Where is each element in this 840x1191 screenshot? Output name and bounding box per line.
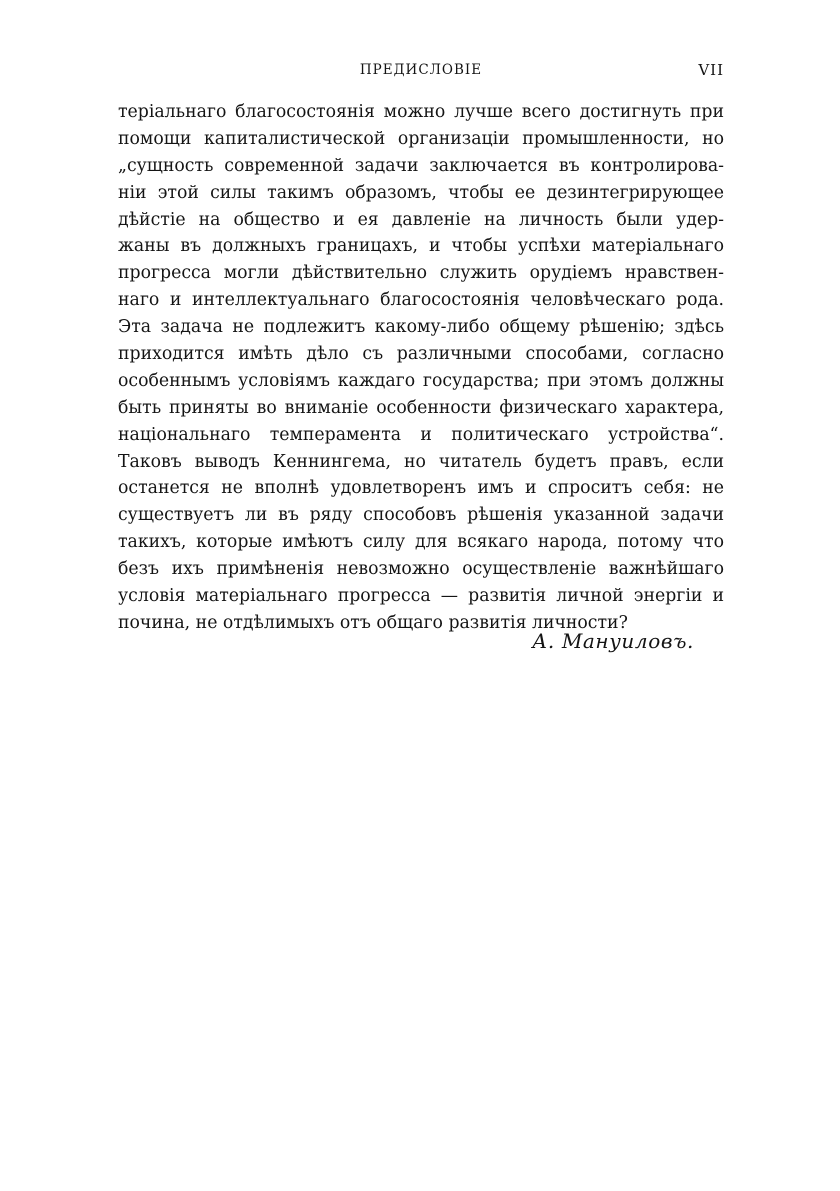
chapter-title: ПРЕДИСЛОВІЕ (359, 62, 483, 78)
text-line: останется не вполнѣ удовлетворенъ имъ и спроситъ себя: не (118, 478, 724, 499)
text-line: теріальнаго благосостоянія можно лучше всего достигнуть при (118, 102, 724, 122)
text-line: помощи капиталистической организаціи промышленности, но (118, 128, 724, 149)
text-line: существуетъ ли въ ряду способовъ рѣшенія указанной задачи (118, 505, 724, 526)
text-line: наго и интеллектуальнаго благосостоянія человѣческаго рода. (118, 290, 724, 311)
body-paragraph (118, 99, 724, 637)
page-number: VII (698, 61, 724, 79)
text-line: безъ ихъ примѣненія невозможно осуществленіе важнѣйшаго (118, 559, 724, 580)
text-line: приходится имѣть дѣло съ различными способами, согласно (118, 344, 724, 365)
text-line: ніи этой силы такимъ образомъ, чтобы ее дезинтегрирующее (118, 182, 724, 203)
text-line: прогресса могли дѣйствительно служить орудіемъ нравствен- (118, 263, 724, 284)
text-line: жаны въ должныхъ границахъ, и чтобы успѣхи матеріальнаго (118, 236, 724, 257)
text-line: условія матеріальнаго прогресса — развитія личной энергіи и (118, 586, 724, 607)
text-line: быть приняты во вниманіе особенности физическаго характера, (118, 397, 724, 418)
text-line: національнаго темперамента и политическаго устройства“. (118, 424, 724, 445)
text-line: почина, не отдѣлимыхъ отъ общаго развитія личности? (118, 612, 628, 633)
author-signature: А. Мануиловъ. (532, 629, 694, 653)
text-line: Эта задача не подлежитъ какому-либо общему рѣшенію; здѣсь (118, 317, 724, 338)
text-line: „сущность современной задачи заключается въ контролирова- (118, 155, 724, 176)
running-head (118, 58, 724, 82)
text-line: особеннымъ условіямъ каждаго государства; при этомъ должны (118, 370, 724, 391)
text-line: дѣйстіе на общество и ея давленіе на личность были удер- (118, 209, 724, 230)
text-line: Таковъ выводъ Кеннингема, но читатель будетъ правъ, если (118, 451, 724, 472)
text-line: такихъ, которые имѣютъ силу для всякаго народа, потому что (118, 532, 724, 553)
